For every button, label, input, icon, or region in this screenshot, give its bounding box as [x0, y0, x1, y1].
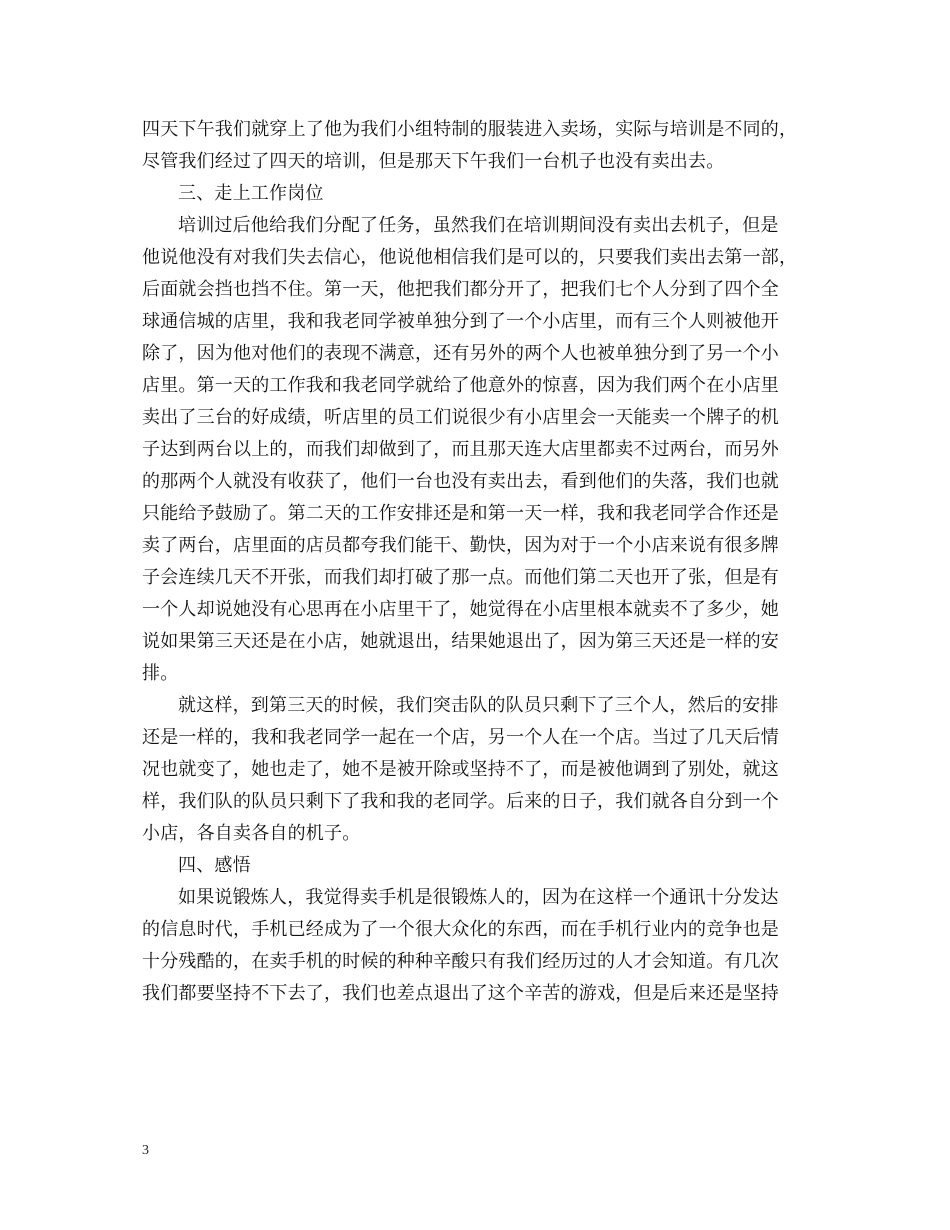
text-line: 样，我们队的队员只剩下了我和我的老同学。后来的日子，我们就各自分到一个: [142, 791, 779, 812]
text-line: 球通信城的店里，我和我老同学被单独分到了一个小店里，而有三个人则被他开: [142, 311, 779, 332]
text-line: 如果说锻炼人，我觉得卖手机是很锻炼人的，因为在这样一个通讯十分发达: [178, 887, 779, 908]
text-line: 排。: [142, 663, 179, 684]
text-line: 子达到两台以上的，而我们却做到了，而且那天连大店里都卖不过两台，而另外: [142, 439, 779, 460]
text-line: 我们都要坚持不下去了，我们也差点退出了这个辛苦的游戏，但是后来还是坚持: [142, 983, 779, 1004]
text-line: 尽管我们经过了四天的培训，但是那天下午我们一台机子也没有卖出去。: [142, 151, 725, 172]
text-line: 他说他没有对我们失去信心，他说他相信我们是可以的，只要我们卖出去第一部，: [142, 247, 798, 268]
text-line: 卖出了三台的好成绩，听店里的员工们说很少有小店里会一天能卖一个牌子的机: [142, 407, 779, 428]
text-line: 卖了两台，店里面的店员都夸我们能干、勤快，因为对于一个小店来说有很多牌: [142, 535, 779, 556]
text-line: 店里。第一天的工作我和我老同学就给了他意外的惊喜，因为我们两个在小店里: [142, 375, 779, 396]
text-line: 子会连续几天不开张，而我们却打破了那一点。而他们第二天也开了张，但是有: [142, 567, 779, 588]
text-line: 培训过后他给我们分配了任务，虽然我们在培训期间没有卖出去机子，但是: [178, 215, 779, 236]
text-line: 就这样，到第三天的时候，我们突击队的队员只剩下了三个人，然后的安排: [178, 695, 779, 716]
text-line: 还是一样的，我和我老同学一起在一个店，另一个人在一个店。当过了几天后情: [142, 727, 779, 748]
text-line: 只能给予鼓励了。第二天的工作安排还是和第一天一样，我和我老同学合作还是: [142, 503, 779, 524]
text-line: 十分残酷的，在卖手机的时候的种种辛酸只有我们经历过的人才会知道。有几次: [142, 951, 779, 972]
text-line: 的那两个人就没有收获了，他们一台也没有卖出去，看到他们的失落，我们也就: [142, 471, 779, 492]
text-line: 的信息时代，手机已经成为了一个很大众化的东西，而在手机行业内的竞争也是: [142, 919, 779, 940]
text-line: 一个人却说她没有心思再在小店里干了，她觉得在小店里根本就卖不了多少，她: [142, 599, 779, 620]
section-heading: 四、感悟: [178, 855, 251, 876]
text-line: 除了，因为他对他们的表现不满意，还有另外的两个人也被单独分到了另一个小: [142, 343, 779, 364]
text-line: 四天下午我们就穿上了他为我们小组特制的服装进入卖场，实际与培训是不同的，: [142, 119, 798, 140]
text-line: 小店，各自卖各自的机子。: [142, 823, 361, 844]
text-line: 后面就会挡也挡不住。第一天，他把我们都分开了，把我们七个人分到了四个全: [142, 279, 779, 300]
text-line: 说如果第三天还是在小店，她就退出，结果她退出了，因为第三天还是一样的安: [142, 631, 779, 652]
section-heading: 三、走上工作岗位: [178, 183, 324, 204]
page-number: 3: [142, 1143, 149, 1158]
body-text: [142, 114, 814, 1010]
text-line: 况也就变了，她也走了，她不是被开除或坚持不了，而是被他调到了别处，就这: [142, 759, 779, 780]
